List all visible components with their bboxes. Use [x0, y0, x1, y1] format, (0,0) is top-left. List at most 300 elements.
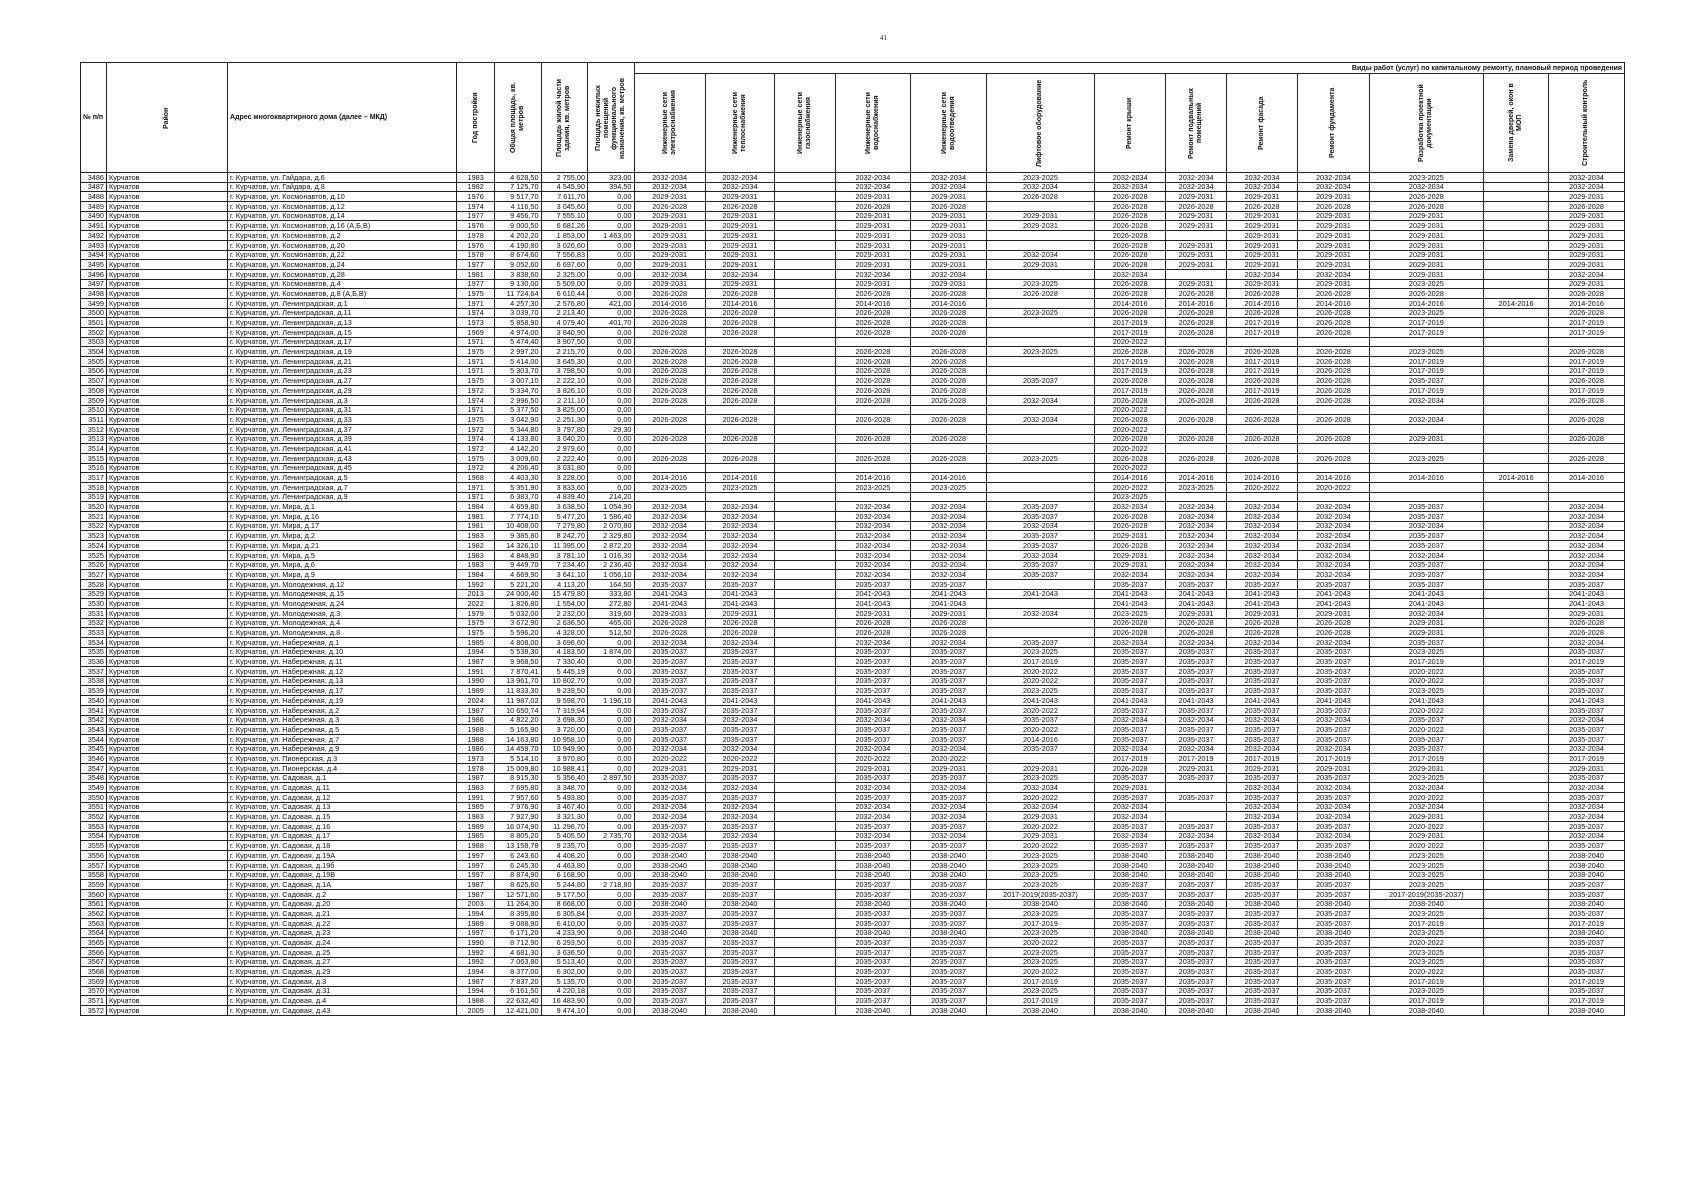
row-work-period: 2035-2037: [1226, 841, 1297, 851]
row-work-period: 2032-2034: [1369, 395, 1484, 405]
row-work-period: 2035-2037: [835, 676, 911, 686]
row-work-period: 2035-2037: [1298, 773, 1369, 783]
row-work-period: 2032-2034: [1095, 744, 1166, 754]
row-work-period: 2020-2022: [986, 667, 1094, 677]
row-work-period: 2029-2031: [1549, 240, 1625, 250]
row-district: Курчатов: [106, 599, 227, 609]
row-work-period: 2023-2025: [986, 347, 1094, 357]
row-year: 1987: [457, 880, 495, 890]
row-work-period: 2035-2037: [1369, 570, 1484, 580]
row-total-area: 9 968,50: [495, 657, 541, 667]
row-district: Курчатов: [106, 221, 227, 231]
row-district: Курчатов: [106, 211, 227, 221]
row-work-period: 2023-2025: [986, 453, 1094, 463]
row-work-period: 2014-2016: [1226, 298, 1297, 308]
row-work-period: 2026-2028: [835, 357, 911, 367]
row-address: г. Курчатов, ул. Ленинградская, д.27: [228, 376, 457, 386]
row-work-period: 2032-2034: [1166, 550, 1227, 560]
row-work-period: 2041-2043: [911, 589, 987, 599]
row-address: г. Курчатов, ул. Молодежная, д.12: [228, 579, 457, 589]
row-nonres-area: 2 329,80: [588, 531, 634, 541]
row-work-period: 2029-2031: [634, 192, 705, 202]
row-work-period: 2035-2037: [634, 647, 705, 657]
row-work-period: 2038-2040: [835, 928, 911, 938]
row-total-area: 5 032,00: [495, 608, 541, 618]
row-district: Курчатов: [106, 328, 227, 338]
row-work-period: [1369, 337, 1484, 347]
row-district: Курчатов: [106, 318, 227, 328]
row-work-period: [1484, 395, 1549, 405]
row-address: г. Курчатов, ул. Садовая, д.13: [228, 802, 457, 812]
row-work-period: 2023-2025: [1369, 948, 1484, 958]
row-number: 3530: [81, 599, 107, 609]
row-work-period: 2026-2028: [634, 347, 705, 357]
row-work-period: 2035-2037: [986, 541, 1094, 551]
row-address: г. Курчатов, ул. Садовая, д.1: [228, 773, 457, 783]
table-row: [81, 599, 1625, 609]
row-work-period: 2020-2022: [1369, 822, 1484, 832]
row-work-period: 2035-2037: [705, 918, 774, 928]
row-work-period: 2026-2028: [1226, 202, 1297, 212]
row-address: г. Курчатов, ул. Молодежная, д.15: [228, 589, 457, 599]
row-work-period: 2035-2037: [1166, 657, 1227, 667]
row-work-period: 2035-2037: [634, 793, 705, 803]
row-work-period: 2017-2019: [1549, 318, 1625, 328]
row-number: 3502: [81, 328, 107, 338]
row-work-period: 2032-2034: [1298, 269, 1369, 279]
row-address: г. Курчатов, ул. Ленинградская, д.23: [228, 366, 457, 376]
row-work-period: [775, 812, 836, 822]
row-work-period: 2032-2034: [835, 744, 911, 754]
row-living-area: 2 222,40: [541, 453, 587, 463]
row-work-period: [775, 977, 836, 987]
row-work-period: 2026-2028: [1166, 366, 1227, 376]
table-row: [81, 473, 1625, 483]
row-work-period: 2026-2028: [1095, 250, 1166, 260]
row-work-period: [775, 589, 836, 599]
row-total-area: 9 000,50: [495, 221, 541, 231]
row-number: 3550: [81, 793, 107, 803]
row-work-period: 2032-2034: [1549, 744, 1625, 754]
row-work-period: 2035-2037: [911, 967, 987, 977]
row-year: 1987: [457, 705, 495, 715]
row-work-period: [911, 337, 987, 347]
row-work-period: 2032-2034: [986, 395, 1094, 405]
row-address: г. Курчатов, ул. Космонавтов, д.22: [228, 250, 457, 260]
row-year: 1981: [457, 512, 495, 522]
row-work-period: 2032-2034: [1226, 512, 1297, 522]
row-work-period: 2023-2025: [835, 483, 911, 493]
row-work-period: [775, 173, 836, 183]
row-year: 1991: [457, 793, 495, 803]
row-work-period: 2032-2034: [1095, 182, 1166, 192]
row-address: г. Курчатов, ул. Садовая, д.22: [228, 918, 457, 928]
row-work-period: 2032-2034: [1166, 715, 1227, 725]
row-year: 1983: [457, 783, 495, 793]
row-work-period: 2017-2019: [1369, 918, 1484, 928]
row-number: 3495: [81, 260, 107, 270]
table-row: [81, 909, 1625, 919]
row-work-period: [705, 444, 774, 454]
row-number: 3489: [81, 202, 107, 212]
row-work-period: [1484, 240, 1549, 250]
row-number: 3532: [81, 618, 107, 628]
row-work-period: 2035-2037: [1369, 512, 1484, 522]
row-work-period: 2026-2028: [1166, 289, 1227, 299]
row-number: 3506: [81, 366, 107, 376]
table-row: [81, 1006, 1625, 1016]
row-work-period: [835, 405, 911, 415]
row-address: г. Курчатов, ул. Набережная, д.2: [228, 705, 457, 715]
row-work-period: 2032-2034: [1549, 802, 1625, 812]
row-total-area: 8 712,90: [495, 938, 541, 948]
row-address: г. Курчатов, ул. Садовая, д.2: [228, 889, 457, 899]
row-work-period: [986, 444, 1094, 454]
row-living-area: 2 222,10: [541, 376, 587, 386]
row-work-period: 2038-2040: [1166, 899, 1227, 909]
row-work-period: 2029-2031: [835, 211, 911, 221]
row-work-period: [1484, 986, 1549, 996]
row-work-period: 2017-2019: [986, 996, 1094, 1006]
row-address: г. Курчатов, ул. Садовая, д.16: [228, 822, 457, 832]
row-work-period: 2035-2037: [1095, 841, 1166, 851]
row-number: 3487: [81, 182, 107, 192]
row-number: 3556: [81, 851, 107, 861]
row-work-period: 2032-2034: [1226, 802, 1297, 812]
row-district: Курчатов: [106, 928, 227, 938]
row-work-period: 2020-2022: [986, 822, 1094, 832]
row-work-period: 2014-2016: [835, 473, 911, 483]
row-work-period: 2035-2037: [1226, 880, 1297, 890]
row-work-period: [1484, 531, 1549, 541]
row-work-period: 2032-2034: [634, 812, 705, 822]
row-district: Курчатов: [106, 696, 227, 706]
row-living-area: 3 826,10: [541, 386, 587, 396]
row-work-period: 2029-2031: [705, 221, 774, 231]
row-work-period: 2038-2040: [1226, 851, 1297, 861]
row-work-period: 2029-2031: [634, 608, 705, 618]
row-work-period: 2017-2019(2035-2037): [1369, 889, 1484, 899]
row-work-period: 2020-2022: [986, 967, 1094, 977]
row-work-period: 2029-2031: [1298, 763, 1369, 773]
row-work-period: [634, 337, 705, 347]
row-work-period: [1484, 754, 1549, 764]
row-work-period: 2020-2022: [1369, 841, 1484, 851]
table-row: [81, 298, 1625, 308]
row-work-period: 2032-2034: [1369, 521, 1484, 531]
row-work-period: 2032-2034: [1298, 831, 1369, 841]
row-living-area: 10 802,70: [541, 676, 587, 686]
row-work-period: [1484, 870, 1549, 880]
row-work-period: 2038-2040: [1298, 928, 1369, 938]
col-work-header: Ремонт крыши: [1095, 74, 1166, 173]
row-living-area: 2 636,50: [541, 618, 587, 628]
row-work-period: 2032-2034: [705, 269, 774, 279]
row-address: г. Курчатов, ул. Набережная, д.3: [228, 715, 457, 725]
row-work-period: [775, 579, 836, 589]
row-work-period: [1484, 715, 1549, 725]
row-living-area: 3 040,20: [541, 434, 587, 444]
row-work-period: 2026-2028: [1095, 541, 1166, 551]
row-year: 1991: [457, 667, 495, 677]
col-district-header: Район: [106, 63, 227, 173]
row-year: 1975: [457, 415, 495, 425]
row-nonres-area: 0,00: [588, 851, 634, 861]
row-work-period: 2035-2037: [835, 657, 911, 667]
row-work-period: 2020-2022: [986, 676, 1094, 686]
row-work-period: 2026-2028: [705, 618, 774, 628]
row-work-period: [775, 676, 836, 686]
row-work-period: 2026-2028: [1298, 618, 1369, 628]
row-total-area: 11 724,64: [495, 289, 541, 299]
row-work-period: [1484, 444, 1549, 454]
row-work-period: 2023-2025: [986, 880, 1094, 890]
row-work-period: 2035-2037: [1095, 667, 1166, 677]
row-living-area: 3 797,80: [541, 424, 587, 434]
row-work-period: 2032-2034: [1549, 831, 1625, 841]
row-work-period: 2035-2037: [634, 977, 705, 987]
row-district: Курчатов: [106, 541, 227, 551]
row-work-period: 2026-2028: [1095, 376, 1166, 386]
row-work-period: 2038-2040: [1166, 928, 1227, 938]
row-nonres-area: 0,00: [588, 899, 634, 909]
row-address: г. Курчатов, ул. Молодежная, д.24: [228, 599, 457, 609]
row-total-area: 4 206,40: [495, 463, 541, 473]
row-work-period: 2032-2034: [1095, 173, 1166, 183]
row-work-period: 2035-2037: [1166, 676, 1227, 686]
row-work-period: 2035-2037: [1095, 996, 1166, 1006]
row-work-period: 2029-2031: [911, 250, 987, 260]
row-work-period: 2035-2037: [835, 822, 911, 832]
row-total-area: 8 395,80: [495, 909, 541, 919]
row-address: г. Курчатов, ул. Молодежная, д.8: [228, 628, 457, 638]
row-work-period: 2029-2031: [1369, 260, 1484, 270]
row-address: г. Курчатов, ул. Ленинградская, д.31: [228, 405, 457, 415]
row-district: Курчатов: [106, 279, 227, 289]
row-number: 3508: [81, 386, 107, 396]
row-work-period: 2029-2031: [634, 221, 705, 231]
row-year: 1973: [457, 318, 495, 328]
table-row: [81, 638, 1625, 648]
row-work-period: [1166, 783, 1227, 793]
row-work-period: 2035-2037: [1549, 725, 1625, 735]
row-number: 3529: [81, 589, 107, 599]
row-work-period: 2035-2037: [1226, 889, 1297, 899]
row-work-period: 2017-2019: [1226, 366, 1297, 376]
row-work-period: [775, 831, 836, 841]
row-work-period: 2017-2019: [1549, 977, 1625, 987]
row-work-period: 2032-2034: [1095, 812, 1166, 822]
row-district: Курчатов: [106, 889, 227, 899]
row-work-period: 2035-2037: [1166, 967, 1227, 977]
row-nonres-area: 0,00: [588, 870, 634, 880]
row-work-period: 2035-2037: [1369, 502, 1484, 512]
row-work-period: 2035-2037: [705, 880, 774, 890]
row-work-period: 2029-2031: [1298, 192, 1369, 202]
capital-repair-table: [80, 62, 1625, 1016]
row-work-period: 2029-2031: [986, 812, 1094, 822]
row-work-period: 2026-2028: [835, 618, 911, 628]
row-work-period: 2035-2037: [835, 667, 911, 677]
row-work-period: [1484, 618, 1549, 628]
row-living-area: 5 477,20: [541, 512, 587, 522]
row-work-period: 2041-2043: [705, 599, 774, 609]
row-number: 3513: [81, 434, 107, 444]
row-work-period: 2020-2022: [1095, 337, 1166, 347]
row-work-period: 2032-2034: [1095, 715, 1166, 725]
row-work-period: [775, 376, 836, 386]
row-address: г. Курчатов, ул. Ленинградская, д.5: [228, 473, 457, 483]
row-living-area: 6 681,26: [541, 221, 587, 231]
row-total-area: 4 681,30: [495, 948, 541, 958]
row-district: Курчатов: [106, 240, 227, 250]
row-address: г. Курчатов, ул. Ленинградская, д.15: [228, 328, 457, 338]
row-work-period: [1484, 211, 1549, 221]
row-work-period: 2038-2040: [1549, 851, 1625, 861]
row-work-period: 2035-2037: [705, 579, 774, 589]
row-work-period: 2032-2034: [634, 173, 705, 183]
row-work-period: 2041-2043: [835, 696, 911, 706]
row-work-period: [775, 386, 836, 396]
row-total-area: 4 822,20: [495, 715, 541, 725]
row-number: 3533: [81, 628, 107, 638]
row-work-period: 2029-2031: [1166, 240, 1227, 250]
row-number: 3488: [81, 192, 107, 202]
row-living-area: 3 696,60: [541, 638, 587, 648]
row-work-period: 2038-2040: [1298, 899, 1369, 909]
row-work-period: 2029-2031: [705, 260, 774, 270]
row-work-period: [1484, 221, 1549, 231]
row-work-period: 2017-2019: [1369, 318, 1484, 328]
row-work-period: 2020-2022: [1369, 676, 1484, 686]
row-work-period: 2041-2043: [911, 696, 987, 706]
row-nonres-area: 333,80: [588, 589, 634, 599]
row-work-period: 2032-2034: [911, 541, 987, 551]
row-district: Курчатов: [106, 560, 227, 570]
row-work-period: 2032-2034: [986, 608, 1094, 618]
row-work-period: 2029-2031: [1166, 763, 1227, 773]
row-work-period: 2023-2025: [986, 928, 1094, 938]
row-work-period: 2029-2031: [1369, 628, 1484, 638]
row-work-period: 2035-2037: [1166, 938, 1227, 948]
row-address: г. Курчатов, ул. Садовая, д.19б: [228, 860, 457, 870]
row-work-period: [986, 386, 1094, 396]
table-row: [81, 269, 1625, 279]
row-number: 3555: [81, 841, 107, 851]
row-work-period: 2035-2037: [634, 957, 705, 967]
row-work-period: 2041-2043: [1226, 696, 1297, 706]
row-work-period: [1484, 967, 1549, 977]
row-nonres-area: 0,00: [588, 715, 634, 725]
row-work-period: 2026-2028: [705, 347, 774, 357]
row-total-area: 7 927,90: [495, 812, 541, 822]
row-work-period: 2026-2028: [1166, 202, 1227, 212]
row-year: 1975: [457, 618, 495, 628]
row-district: Курчатов: [106, 260, 227, 270]
row-total-area: 5 514,10: [495, 754, 541, 764]
row-living-area: 15 479,80: [541, 589, 587, 599]
row-living-area: 11 395,00: [541, 541, 587, 551]
row-living-area: 7 556,83: [541, 250, 587, 260]
row-year: 1974: [457, 395, 495, 405]
row-address: г. Курчатов, ул. Ленинградская, д.13: [228, 318, 457, 328]
row-work-period: 2023-2025: [1369, 686, 1484, 696]
row-work-period: 2041-2043: [1549, 589, 1625, 599]
row-work-period: 2032-2034: [1369, 783, 1484, 793]
table-row: [81, 957, 1625, 967]
row-work-period: 2035-2037: [1166, 734, 1227, 744]
row-work-period: 2032-2034: [1549, 521, 1625, 531]
row-work-period: 2038-2040: [1549, 860, 1625, 870]
row-work-period: 2035-2037: [1549, 667, 1625, 677]
row-work-period: 2014-2016: [1298, 298, 1369, 308]
row-nonres-area: 272,80: [588, 599, 634, 609]
row-work-period: [1484, 928, 1549, 938]
row-work-period: 2026-2028: [705, 376, 774, 386]
row-address: г. Курчатов, ул. Набережная, д.13: [228, 676, 457, 686]
row-nonres-area: 0,00: [588, 347, 634, 357]
row-address: г. Курчатов, ул. Садовая, д.19В: [228, 870, 457, 880]
row-work-period: [1484, 948, 1549, 958]
row-work-period: 2026-2028: [835, 628, 911, 638]
row-district: Курчатов: [106, 308, 227, 318]
row-work-period: 2035-2037: [1095, 657, 1166, 667]
row-work-period: [1166, 492, 1227, 502]
row-district: Курчатов: [106, 870, 227, 880]
table-row: [81, 192, 1625, 202]
row-work-period: 2032-2034: [1549, 531, 1625, 541]
row-number: 3522: [81, 521, 107, 531]
row-address: г. Курчатов, ул. Мира, д.5: [228, 550, 457, 560]
row-work-period: 2038-2040: [705, 860, 774, 870]
row-work-period: 2032-2034: [634, 541, 705, 551]
row-living-area: 3 970,80: [541, 754, 587, 764]
row-work-period: 2038-2040: [835, 851, 911, 861]
row-year: 1988: [457, 725, 495, 735]
row-work-period: 2035-2037: [1369, 376, 1484, 386]
row-work-period: 2032-2034: [705, 502, 774, 512]
row-work-period: 2035-2037: [1549, 948, 1625, 958]
row-nonres-area: 0,00: [588, 376, 634, 386]
row-work-period: 2035-2037: [911, 889, 987, 899]
row-work-period: 2029-2031: [1298, 250, 1369, 260]
row-work-period: 2038-2040: [1095, 899, 1166, 909]
row-work-period: 2026-2028: [705, 308, 774, 318]
row-year: 1985: [457, 831, 495, 841]
row-work-period: 2029-2031: [705, 231, 774, 241]
row-total-area: 5 351,90: [495, 483, 541, 493]
row-district: Курчатов: [106, 415, 227, 425]
row-living-area: 3 781,10: [541, 550, 587, 560]
row-work-period: 2017-2019: [1369, 754, 1484, 764]
row-work-period: 2029-2031: [1369, 250, 1484, 260]
row-year: 1972: [457, 444, 495, 454]
row-number: 3503: [81, 337, 107, 347]
row-work-period: 2029-2031: [911, 211, 987, 221]
row-work-period: 2035-2037: [1095, 734, 1166, 744]
row-address: г. Курчатов, ул. Ленинградская, д.39: [228, 434, 457, 444]
row-work-period: 2017-2019: [1298, 754, 1369, 764]
row-address: г. Курчатов, ул. Ленинградская, д.1: [228, 298, 457, 308]
row-district: Курчатов: [106, 812, 227, 822]
row-nonres-area: 0,00: [588, 667, 634, 677]
row-work-period: [1298, 444, 1369, 454]
row-work-period: 2035-2037: [835, 967, 911, 977]
row-work-period: 2032-2034: [1298, 512, 1369, 522]
row-work-period: [986, 240, 1094, 250]
row-total-area: 9 517,70: [495, 192, 541, 202]
row-work-period: 2020-2022: [1095, 463, 1166, 473]
